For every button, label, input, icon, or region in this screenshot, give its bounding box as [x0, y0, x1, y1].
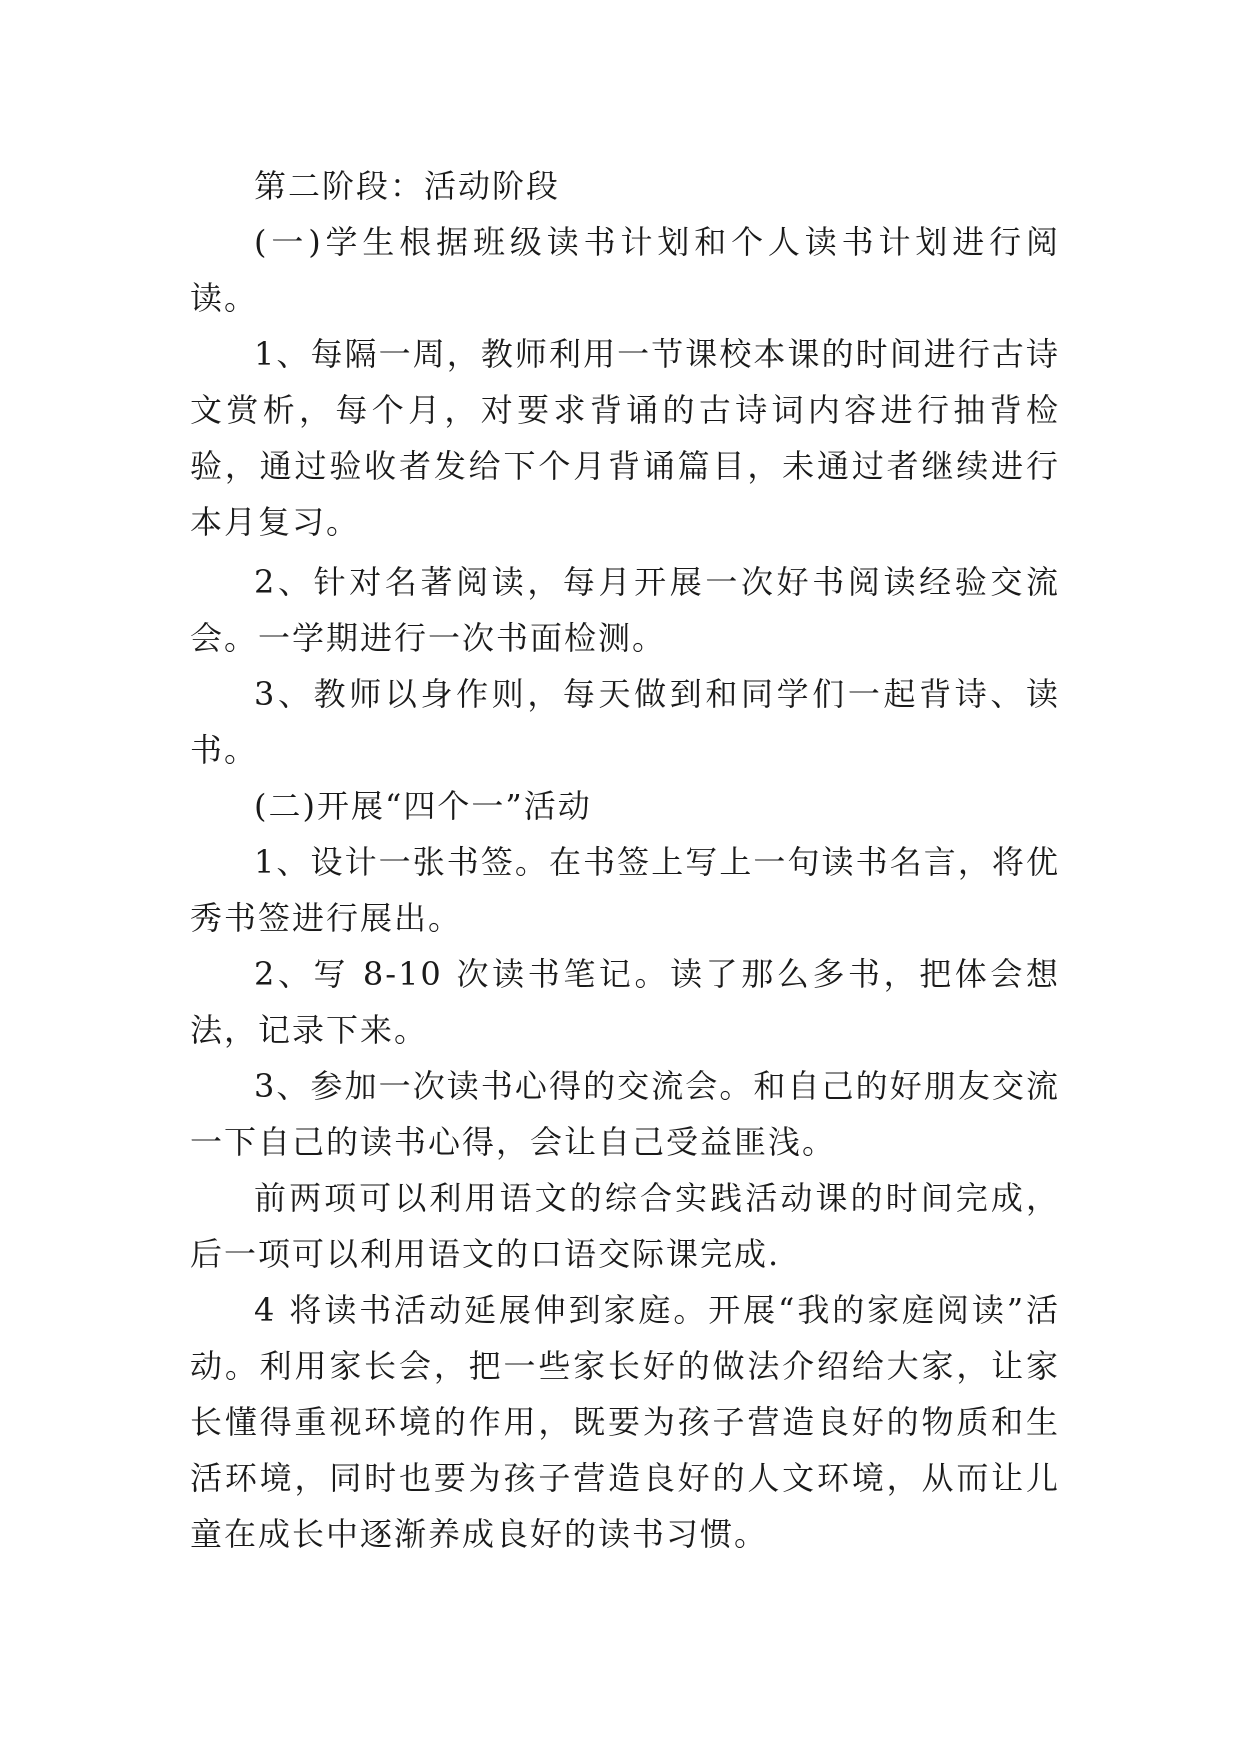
document-body — [190, 158, 1060, 1562]
paragraph-item-1: 1、每隔一周，教师利用一节课校本课的时间进行古诗文赏析，每个月，对要求背诵的古诗词内容进行抽背检验，通过验收者发给下个月背诵篇目，未通过者继续进行本月复习。 — [190, 335, 1060, 541]
subsection-heading-one: (一)学生根据班级读书计划和个人读书计划进行阅读。 — [190, 223, 1060, 317]
subsection-heading-two: (二)开展“四个一”活动 — [254, 787, 592, 825]
activity-item-2: 2、写 8-10 次读书笔记。读了那么多书，把体会想法，记录下来。 — [190, 955, 1060, 1049]
activity-item-4: 4 将读书活动延展伸到家庭。开展“我的家庭阅读”活动。利用家长会，把一些家长好的做法介绍给大家，让家长懂得重视环境的作用，既要为孩子营造良好的物质和生活环境，同时也要为孩子营造良好的人文环境，从而让儿童在成长中逐渐养成良好的读书习惯。 — [190, 1291, 1060, 1553]
section-heading-stage-two: 第二阶段：活动阶段 — [254, 167, 561, 205]
activity-note: 前两项可以利用语文的综合实践活动课的时间完成，后一项可以利用语文的口语交际课完成. — [190, 1179, 1060, 1273]
paragraph-item-2: 2、针对名著阅读，每月开展一次好书阅读经验交流会。一学期进行一次书面检测。 — [190, 563, 1060, 657]
paragraph-item-3: 3、教师以身作则，每天做到和同学们一起背诗、读书。 — [190, 675, 1060, 769]
activity-item-1: 1、设计一张书签。在书签上写上一句读书名言，将优秀书签进行展出。 — [190, 843, 1060, 937]
activity-item-3: 3、参加一次读书心得的交流会。和自己的好朋友交流一下自己的读书心得，会让自己受益匪浅。 — [190, 1067, 1060, 1161]
